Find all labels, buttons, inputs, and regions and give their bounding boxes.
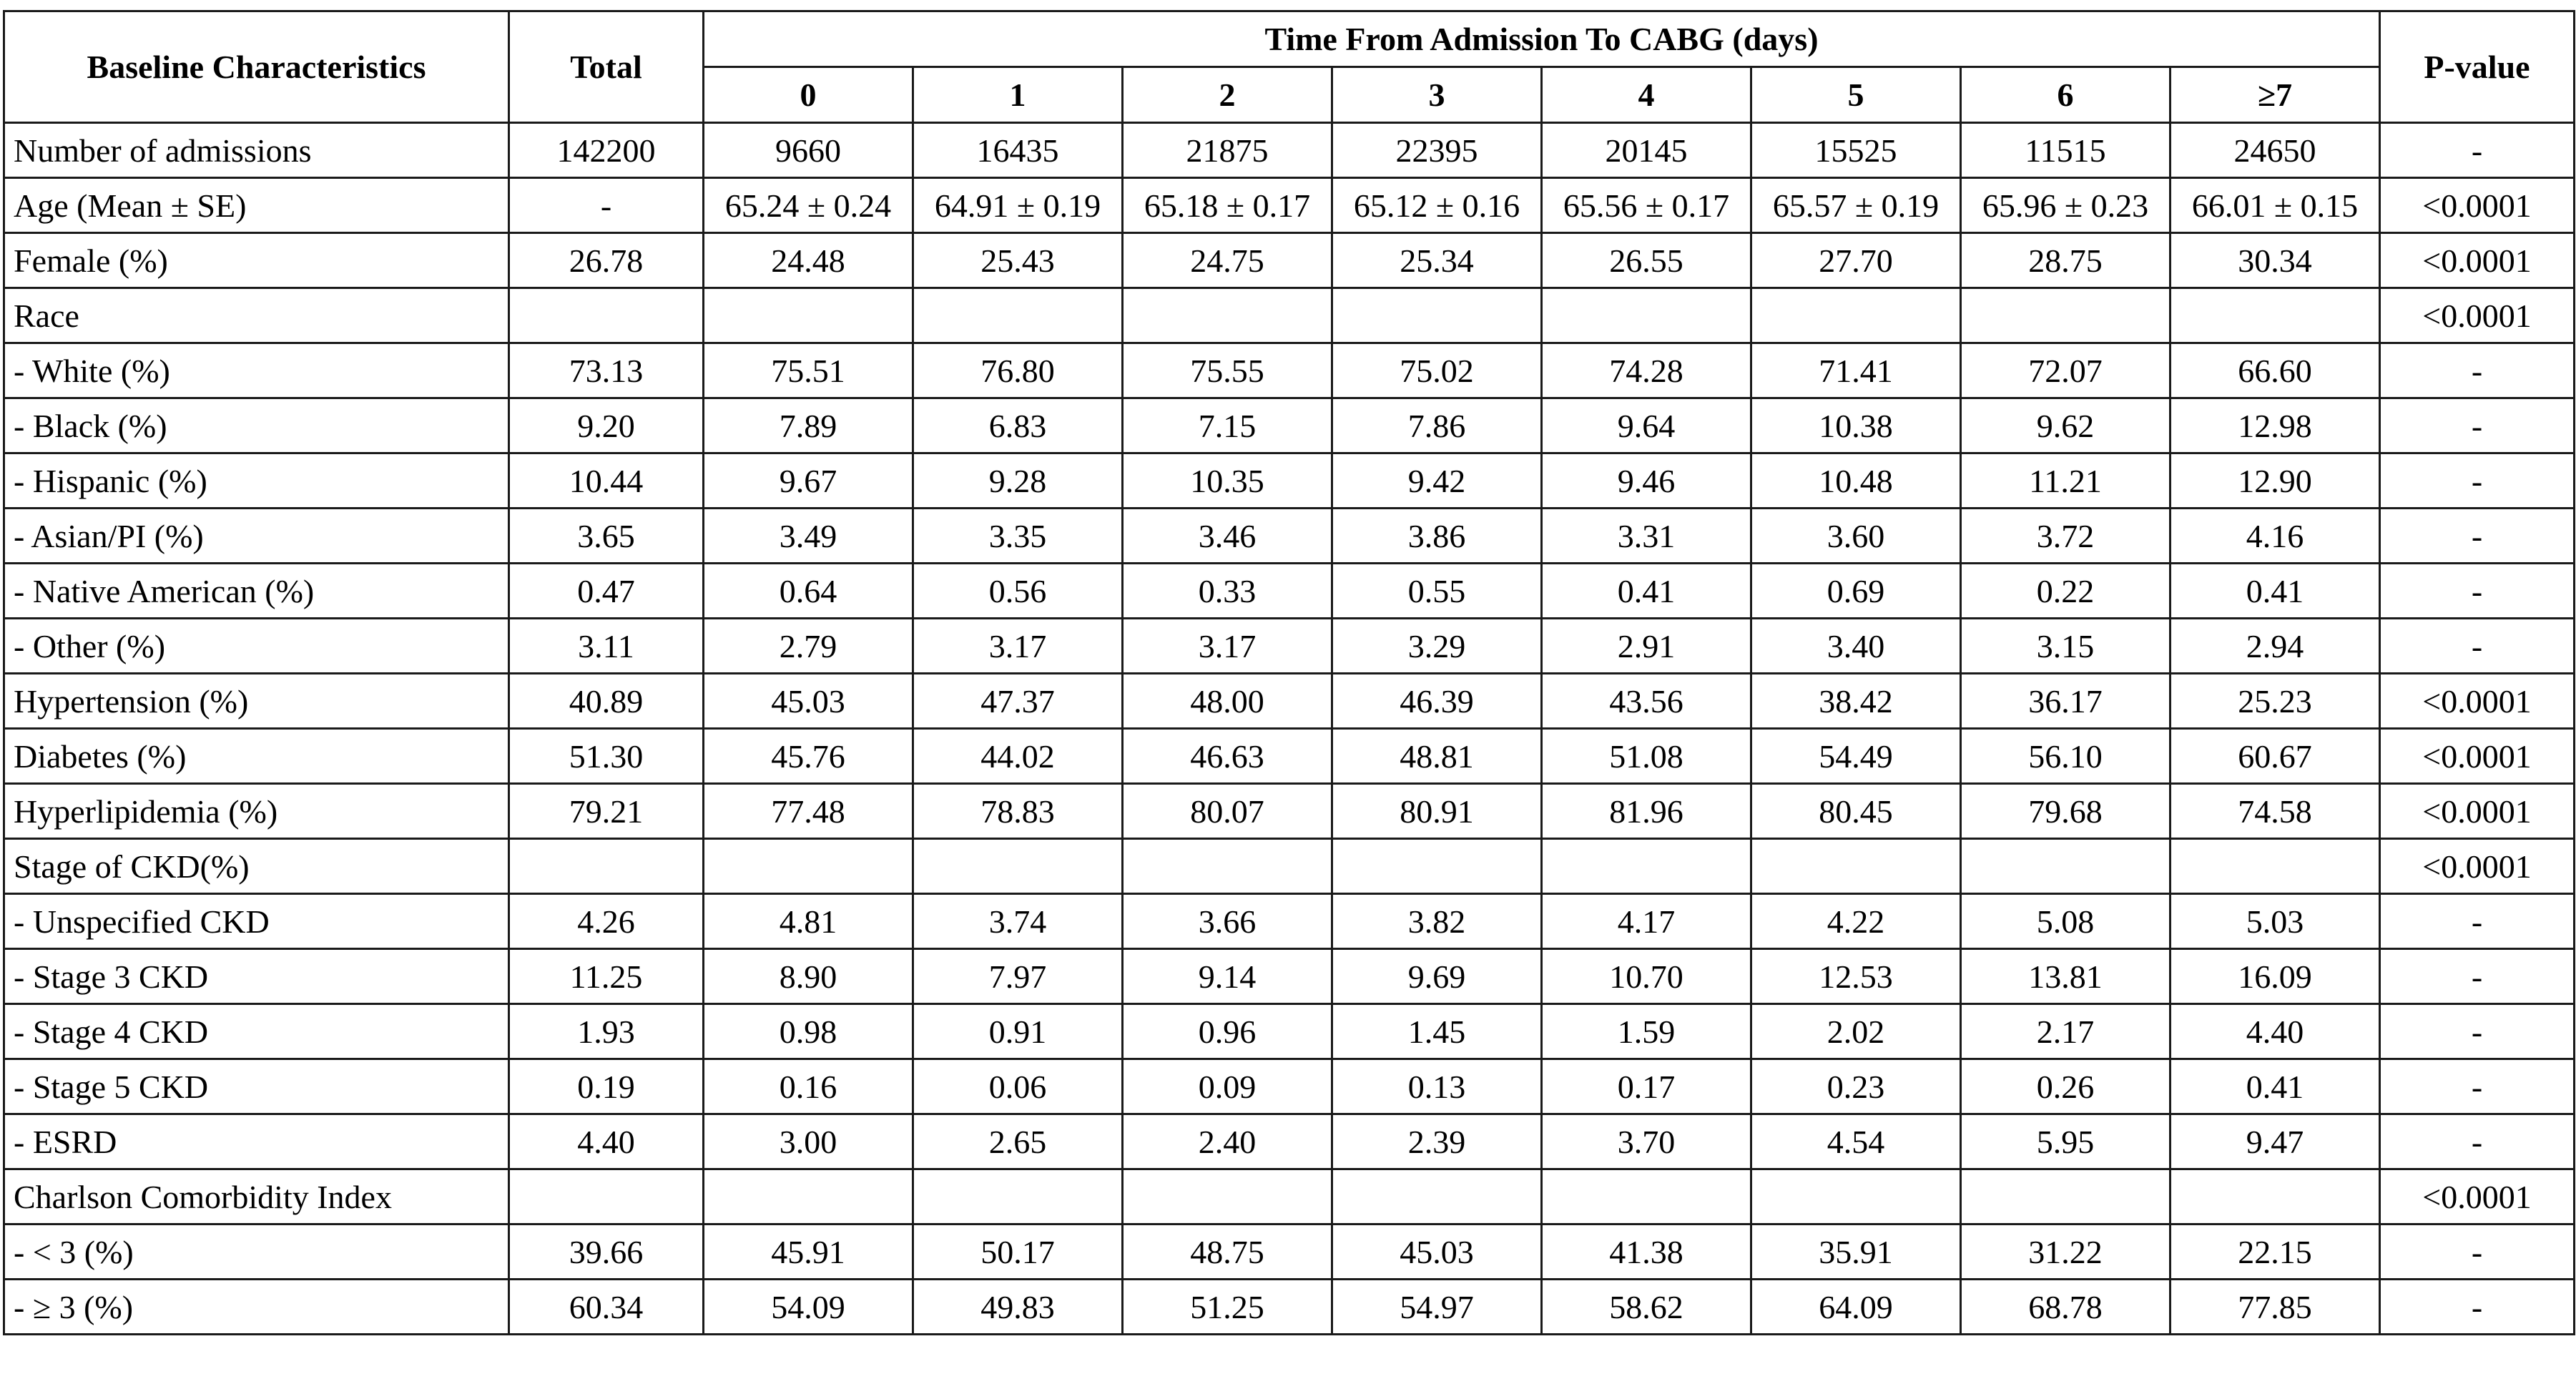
header-day: ≥7 <box>2171 67 2380 123</box>
table-row <box>4 1280 2575 1335</box>
day-value-cell: 0.69 <box>1751 564 1961 619</box>
day-value-cell: 12.98 <box>2171 398 2380 453</box>
day-value-cell: 3.00 <box>704 1114 913 1169</box>
day-value-cell: 0.56 <box>913 564 1123 619</box>
day-value-cell: 28.75 <box>1961 233 2171 288</box>
day-value-cell: 3.60 <box>1751 509 1961 564</box>
day-value-cell: 25.23 <box>2171 674 2380 729</box>
row-label: - Stage 3 CKD <box>4 949 509 1004</box>
day-value-cell: 12.90 <box>2171 453 2380 509</box>
day-value-cell: 54.49 <box>1751 729 1961 784</box>
table-row <box>4 453 2575 509</box>
day-value-cell: 76.80 <box>913 343 1123 398</box>
day-value-cell <box>1332 1169 1542 1224</box>
day-value-cell: 2.17 <box>1961 1004 2171 1059</box>
day-value-cell: 3.40 <box>1751 619 1961 674</box>
day-value-cell: 36.17 <box>1961 674 2171 729</box>
day-value-cell: 54.97 <box>1332 1280 1542 1335</box>
day-value-cell: 80.91 <box>1332 784 1542 839</box>
day-value-cell: 7.15 <box>1123 398 1332 453</box>
pvalue-cell: - <box>2380 1004 2575 1059</box>
pvalue-cell: <0.0001 <box>2380 839 2575 894</box>
total-cell: 0.47 <box>509 564 704 619</box>
day-value-cell <box>1123 839 1332 894</box>
day-value-cell: 26.55 <box>1542 233 1751 288</box>
header-row-1 <box>4 11 2575 67</box>
day-value-cell: 3.86 <box>1332 509 1542 564</box>
header-total: Total <box>509 11 704 123</box>
day-value-cell: 2.02 <box>1751 1004 1961 1059</box>
day-value-cell: 3.46 <box>1123 509 1332 564</box>
total-cell: 40.89 <box>509 674 704 729</box>
day-value-cell: 77.85 <box>2171 1280 2380 1335</box>
day-value-cell: 9.42 <box>1332 453 1542 509</box>
day-value-cell: 9.14 <box>1123 949 1332 1004</box>
table-row <box>4 343 2575 398</box>
day-value-cell: 9.64 <box>1542 398 1751 453</box>
day-value-cell: 74.58 <box>2171 784 2380 839</box>
day-value-cell <box>1542 288 1751 343</box>
day-value-cell: 7.89 <box>704 398 913 453</box>
table-row <box>4 619 2575 674</box>
day-value-cell: 11.21 <box>1961 453 2171 509</box>
day-value-cell: 0.09 <box>1123 1059 1332 1114</box>
day-value-cell: 64.91 ± 0.19 <box>913 178 1123 233</box>
total-cell: - <box>509 178 704 233</box>
day-value-cell: 2.40 <box>1123 1114 1332 1169</box>
day-value-cell <box>1751 288 1961 343</box>
day-value-cell: 0.41 <box>2171 1059 2380 1114</box>
table-row <box>4 784 2575 839</box>
day-value-cell: 4.22 <box>1751 894 1961 949</box>
header-day: 1 <box>913 67 1123 123</box>
day-value-cell: 48.00 <box>1123 674 1332 729</box>
table-row <box>4 1114 2575 1169</box>
day-value-cell <box>1123 1169 1332 1224</box>
table-row <box>4 949 2575 1004</box>
day-value-cell: 45.03 <box>1332 1224 1542 1280</box>
total-cell: 3.65 <box>509 509 704 564</box>
baseline-characteristics-table <box>3 10 2575 1335</box>
row-label: - White (%) <box>4 343 509 398</box>
day-value-cell <box>913 288 1123 343</box>
day-value-cell: 71.41 <box>1751 343 1961 398</box>
day-value-cell <box>1542 839 1751 894</box>
pvalue-cell: - <box>2380 343 2575 398</box>
day-value-cell: 7.97 <box>913 949 1123 1004</box>
day-value-cell: 0.55 <box>1332 564 1542 619</box>
day-value-cell: 45.91 <box>704 1224 913 1280</box>
day-value-cell: 5.03 <box>2171 894 2380 949</box>
table-row <box>4 398 2575 453</box>
day-value-cell: 10.48 <box>1751 453 1961 509</box>
day-value-cell: 49.83 <box>913 1280 1123 1335</box>
day-value-cell: 41.38 <box>1542 1224 1751 1280</box>
table-row <box>4 729 2575 784</box>
pvalue-cell: - <box>2380 1224 2575 1280</box>
day-value-cell <box>1751 839 1961 894</box>
day-value-cell <box>1332 839 1542 894</box>
day-value-cell: 3.15 <box>1961 619 2171 674</box>
total-cell: 60.34 <box>509 1280 704 1335</box>
day-value-cell: 65.56 ± 0.17 <box>1542 178 1751 233</box>
day-value-cell: 4.17 <box>1542 894 1751 949</box>
total-cell: 39.66 <box>509 1224 704 1280</box>
row-label: - Stage 4 CKD <box>4 1004 509 1059</box>
day-value-cell: 9.69 <box>1332 949 1542 1004</box>
day-value-cell: 3.66 <box>1123 894 1332 949</box>
day-value-cell: 13.81 <box>1961 949 2171 1004</box>
day-value-cell: 0.26 <box>1961 1059 2171 1114</box>
header-day: 3 <box>1332 67 1542 123</box>
day-value-cell: 3.35 <box>913 509 1123 564</box>
table-row <box>4 1169 2575 1224</box>
day-value-cell <box>1961 839 2171 894</box>
day-value-cell: 25.34 <box>1332 233 1542 288</box>
row-label: Stage of CKD(%) <box>4 839 509 894</box>
day-value-cell: 65.96 ± 0.23 <box>1961 178 2171 233</box>
table-row <box>4 1004 2575 1059</box>
total-cell <box>509 288 704 343</box>
day-value-cell <box>1123 288 1332 343</box>
table-body <box>4 123 2575 1335</box>
day-value-cell: 79.68 <box>1961 784 2171 839</box>
day-value-cell: 0.91 <box>913 1004 1123 1059</box>
day-value-cell: 60.67 <box>2171 729 2380 784</box>
pvalue-cell: - <box>2380 123 2575 178</box>
day-value-cell: 46.63 <box>1123 729 1332 784</box>
table-row <box>4 288 2575 343</box>
day-value-cell: 65.57 ± 0.19 <box>1751 178 1961 233</box>
day-value-cell: 47.37 <box>913 674 1123 729</box>
day-value-cell: 1.45 <box>1332 1004 1542 1059</box>
day-value-cell: 75.51 <box>704 343 913 398</box>
total-cell: 26.78 <box>509 233 704 288</box>
day-value-cell: 9.67 <box>704 453 913 509</box>
row-label: - Native American (%) <box>4 564 509 619</box>
table-row <box>4 894 2575 949</box>
day-value-cell: 45.03 <box>704 674 913 729</box>
table-row <box>4 509 2575 564</box>
day-value-cell: 43.56 <box>1542 674 1751 729</box>
day-value-cell: 80.45 <box>1751 784 1961 839</box>
day-value-cell: 27.70 <box>1751 233 1961 288</box>
day-value-cell: 10.70 <box>1542 949 1751 1004</box>
day-value-cell: 16.09 <box>2171 949 2380 1004</box>
day-value-cell: 0.41 <box>2171 564 2380 619</box>
day-value-cell: 66.01 ± 0.15 <box>2171 178 2380 233</box>
day-value-cell: 56.10 <box>1961 729 2171 784</box>
total-cell: 142200 <box>509 123 704 178</box>
row-label: Hyperlipidemia (%) <box>4 784 509 839</box>
day-value-cell: 0.64 <box>704 564 913 619</box>
day-value-cell: 9.28 <box>913 453 1123 509</box>
table-row <box>4 1059 2575 1114</box>
day-value-cell: 2.65 <box>913 1114 1123 1169</box>
pvalue-cell: <0.0001 <box>2380 784 2575 839</box>
day-value-cell: 64.09 <box>1751 1280 1961 1335</box>
day-value-cell: 3.31 <box>1542 509 1751 564</box>
total-cell: 3.11 <box>509 619 704 674</box>
day-value-cell: 46.39 <box>1332 674 1542 729</box>
table-row <box>4 674 2575 729</box>
day-value-cell: 44.02 <box>913 729 1123 784</box>
day-value-cell: 22395 <box>1332 123 1542 178</box>
day-value-cell: 0.22 <box>1961 564 2171 619</box>
day-value-cell: 4.54 <box>1751 1114 1961 1169</box>
pvalue-cell: - <box>2380 509 2575 564</box>
day-value-cell: 24650 <box>2171 123 2380 178</box>
row-label: Race <box>4 288 509 343</box>
day-value-cell <box>704 1169 913 1224</box>
day-value-cell <box>1332 288 1542 343</box>
total-cell <box>509 1169 704 1224</box>
day-value-cell: 0.96 <box>1123 1004 1332 1059</box>
total-cell <box>509 839 704 894</box>
day-value-cell: 66.60 <box>2171 343 2380 398</box>
row-label: - Other (%) <box>4 619 509 674</box>
table-row <box>4 1224 2575 1280</box>
day-value-cell: 0.17 <box>1542 1059 1751 1114</box>
day-value-cell: 45.76 <box>704 729 913 784</box>
day-value-cell: 0.13 <box>1332 1059 1542 1114</box>
day-value-cell: 48.75 <box>1123 1224 1332 1280</box>
day-value-cell: 22.15 <box>2171 1224 2380 1280</box>
day-value-cell: 31.22 <box>1961 1224 2171 1280</box>
day-value-cell: 75.55 <box>1123 343 1332 398</box>
day-value-cell: 74.28 <box>1542 343 1751 398</box>
day-value-cell: 4.40 <box>2171 1004 2380 1059</box>
row-label: Hypertension (%) <box>4 674 509 729</box>
day-value-cell: 0.16 <box>704 1059 913 1114</box>
day-value-cell: 58.62 <box>1542 1280 1751 1335</box>
header-pvalue: P-value <box>2380 11 2575 123</box>
day-value-cell: 77.48 <box>704 784 913 839</box>
pvalue-cell: <0.0001 <box>2380 729 2575 784</box>
day-value-cell: 24.75 <box>1123 233 1332 288</box>
total-cell: 79.21 <box>509 784 704 839</box>
day-value-cell <box>2171 839 2380 894</box>
day-value-cell: 11515 <box>1961 123 2171 178</box>
total-cell: 0.19 <box>509 1059 704 1114</box>
day-value-cell: 65.12 ± 0.16 <box>1332 178 1542 233</box>
row-label: Female (%) <box>4 233 509 288</box>
row-label: - Asian/PI (%) <box>4 509 509 564</box>
day-value-cell: 2.79 <box>704 619 913 674</box>
pvalue-cell: - <box>2380 1059 2575 1114</box>
row-label: - ≥ 3 (%) <box>4 1280 509 1335</box>
day-value-cell: 51.25 <box>1123 1280 1332 1335</box>
day-value-cell: 25.43 <box>913 233 1123 288</box>
table-row <box>4 233 2575 288</box>
day-value-cell: 38.42 <box>1751 674 1961 729</box>
day-value-cell: 12.53 <box>1751 949 1961 1004</box>
day-value-cell: 10.35 <box>1123 453 1332 509</box>
day-value-cell: 9.46 <box>1542 453 1751 509</box>
day-value-cell <box>913 1169 1123 1224</box>
pvalue-cell: <0.0001 <box>2380 674 2575 729</box>
row-label: - Stage 5 CKD <box>4 1059 509 1114</box>
day-value-cell: 0.98 <box>704 1004 913 1059</box>
day-value-cell: 4.16 <box>2171 509 2380 564</box>
day-value-cell <box>1961 288 2171 343</box>
header-day: 0 <box>704 67 913 123</box>
day-value-cell: 0.33 <box>1123 564 1332 619</box>
day-value-cell: 68.78 <box>1961 1280 2171 1335</box>
total-cell: 4.26 <box>509 894 704 949</box>
pvalue-cell: - <box>2380 949 2575 1004</box>
day-value-cell: 3.17 <box>913 619 1123 674</box>
day-value-cell: 75.02 <box>1332 343 1542 398</box>
total-cell: 10.44 <box>509 453 704 509</box>
row-label: - ESRD <box>4 1114 509 1169</box>
day-value-cell <box>1961 1169 2171 1224</box>
day-value-cell: 65.18 ± 0.17 <box>1123 178 1332 233</box>
pvalue-cell: <0.0001 <box>2380 178 2575 233</box>
row-label: Charlson Comorbidity Index <box>4 1169 509 1224</box>
day-value-cell: 72.07 <box>1961 343 2171 398</box>
pvalue-cell: - <box>2380 1114 2575 1169</box>
day-value-cell: 5.08 <box>1961 894 2171 949</box>
day-value-cell: 16435 <box>913 123 1123 178</box>
table-row <box>4 178 2575 233</box>
day-value-cell <box>2171 288 2380 343</box>
pvalue-cell: - <box>2380 619 2575 674</box>
day-value-cell: 30.34 <box>2171 233 2380 288</box>
day-value-cell <box>1542 1169 1751 1224</box>
day-value-cell: 78.83 <box>913 784 1123 839</box>
row-label: Diabetes (%) <box>4 729 509 784</box>
total-cell: 9.20 <box>509 398 704 453</box>
day-value-cell: 81.96 <box>1542 784 1751 839</box>
day-value-cell: 9.47 <box>2171 1114 2380 1169</box>
day-value-cell: 35.91 <box>1751 1224 1961 1280</box>
day-value-cell: 0.06 <box>913 1059 1123 1114</box>
pvalue-cell: <0.0001 <box>2380 288 2575 343</box>
day-value-cell: 51.08 <box>1542 729 1751 784</box>
day-value-cell: 3.17 <box>1123 619 1332 674</box>
day-value-cell: 80.07 <box>1123 784 1332 839</box>
day-value-cell: 24.48 <box>704 233 913 288</box>
total-cell: 51.30 <box>509 729 704 784</box>
day-value-cell: 48.81 <box>1332 729 1542 784</box>
day-value-cell <box>704 839 913 894</box>
day-value-cell: 5.95 <box>1961 1114 2171 1169</box>
table-row <box>4 564 2575 619</box>
row-label: - Hispanic (%) <box>4 453 509 509</box>
day-value-cell: 3.70 <box>1542 1114 1751 1169</box>
table-container <box>3 10 2575 1335</box>
day-value-cell <box>1751 1169 1961 1224</box>
day-value-cell: 3.49 <box>704 509 913 564</box>
pvalue-cell: - <box>2380 453 2575 509</box>
day-value-cell: 7.86 <box>1332 398 1542 453</box>
total-cell: 1.93 <box>509 1004 704 1059</box>
day-value-cell: 20145 <box>1542 123 1751 178</box>
day-value-cell: 54.09 <box>704 1280 913 1335</box>
header-day: 5 <box>1751 67 1961 123</box>
day-value-cell: 1.59 <box>1542 1004 1751 1059</box>
row-label: Number of admissions <box>4 123 509 178</box>
day-value-cell: 65.24 ± 0.24 <box>704 178 913 233</box>
header-day: 6 <box>1961 67 2171 123</box>
header-day: 2 <box>1123 67 1332 123</box>
header-baseline: Baseline Characteristics <box>4 11 509 123</box>
row-label: - Unspecified CKD <box>4 894 509 949</box>
day-value-cell: 0.41 <box>1542 564 1751 619</box>
day-value-cell: 2.94 <box>2171 619 2380 674</box>
day-value-cell: 2.39 <box>1332 1114 1542 1169</box>
day-value-cell <box>2171 1169 2380 1224</box>
row-label: - < 3 (%) <box>4 1224 509 1280</box>
day-value-cell: 50.17 <box>913 1224 1123 1280</box>
day-value-cell: 3.74 <box>913 894 1123 949</box>
table-row <box>4 839 2575 894</box>
row-label: Age (Mean ± SE) <box>4 178 509 233</box>
day-value-cell: 21875 <box>1123 123 1332 178</box>
day-value-cell: 9.62 <box>1961 398 2171 453</box>
total-cell: 73.13 <box>509 343 704 398</box>
pvalue-cell: <0.0001 <box>2380 233 2575 288</box>
day-value-cell <box>704 288 913 343</box>
pvalue-cell: - <box>2380 1280 2575 1335</box>
day-value-cell: 9660 <box>704 123 913 178</box>
day-value-cell: 0.23 <box>1751 1059 1961 1114</box>
total-cell: 11.25 <box>509 949 704 1004</box>
header-time-group: Time From Admission To CABG (days) <box>704 11 2380 67</box>
day-value-cell: 2.91 <box>1542 619 1751 674</box>
pvalue-cell: - <box>2380 564 2575 619</box>
header-day: 4 <box>1542 67 1751 123</box>
day-value-cell <box>913 839 1123 894</box>
day-value-cell: 15525 <box>1751 123 1961 178</box>
row-label: - Black (%) <box>4 398 509 453</box>
total-cell: 4.40 <box>509 1114 704 1169</box>
day-value-cell: 8.90 <box>704 949 913 1004</box>
day-value-cell: 3.82 <box>1332 894 1542 949</box>
day-value-cell: 3.72 <box>1961 509 2171 564</box>
pvalue-cell: - <box>2380 894 2575 949</box>
day-value-cell: 4.81 <box>704 894 913 949</box>
day-value-cell: 6.83 <box>913 398 1123 453</box>
table-row <box>4 123 2575 178</box>
day-value-cell: 10.38 <box>1751 398 1961 453</box>
day-value-cell: 3.29 <box>1332 619 1542 674</box>
pvalue-cell: <0.0001 <box>2380 1169 2575 1224</box>
pvalue-cell: - <box>2380 398 2575 453</box>
